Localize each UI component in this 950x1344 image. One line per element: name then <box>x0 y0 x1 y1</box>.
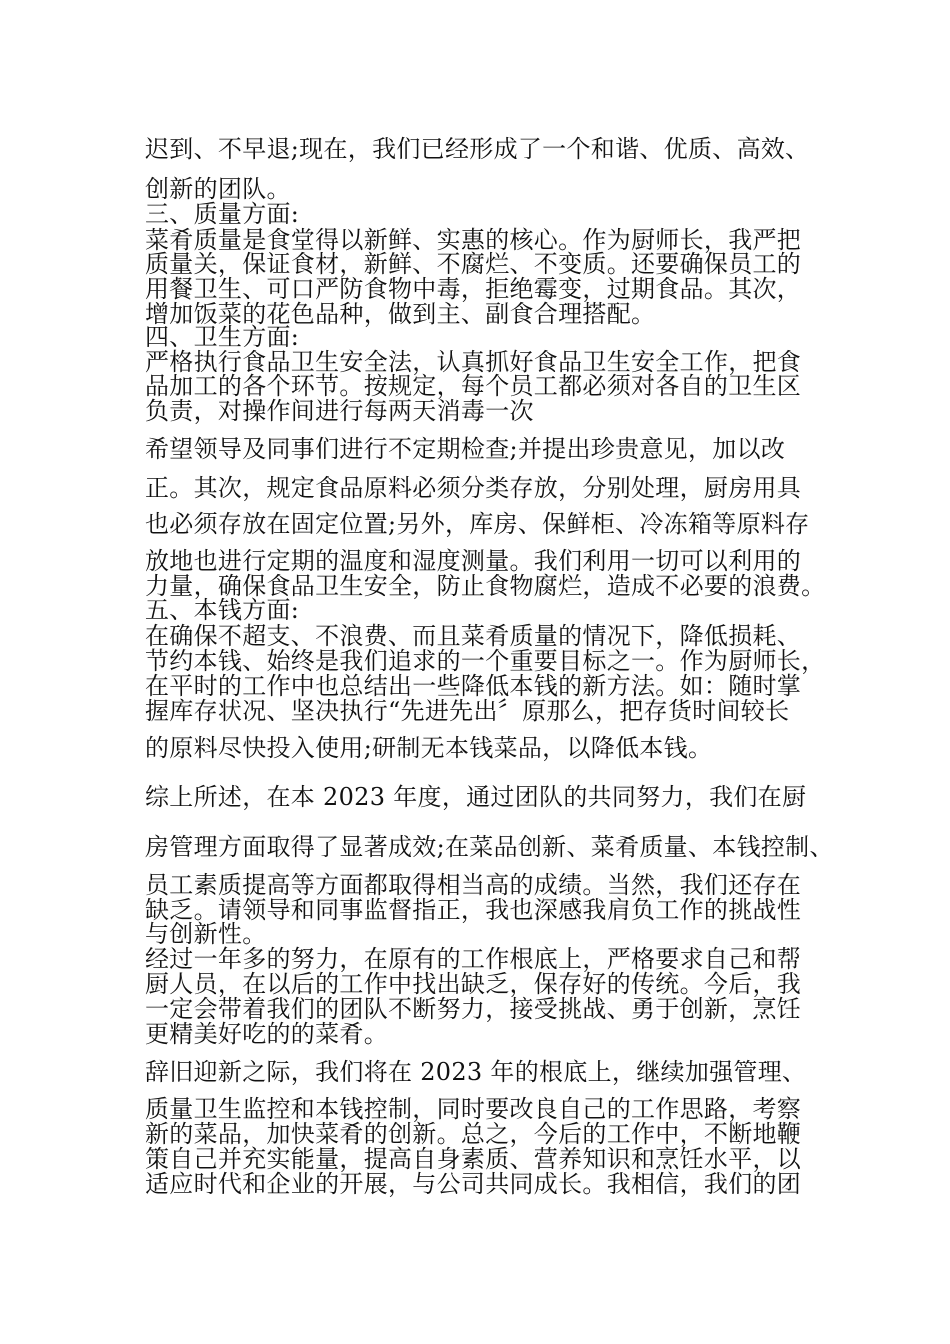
text-line: 负责，对操作间进行每两天消毒一次 <box>145 397 534 425</box>
text-line: 希望领导及同事们进行不定期检查;并提出珍贵意见，加以改 <box>145 435 786 463</box>
section-heading-hygiene: 四、卫生方面: <box>145 323 300 351</box>
text-line: 经过一年多的努力，在原有的工作根底上，严格要求自己和帮 <box>145 945 802 973</box>
text-line: 迟到、不早退;现在，我们已经形成了一个和谐、优质、高效、 <box>145 135 810 163</box>
text-line: 在确保不超支、不浪费、而且菜肴质量的情况下，降低损耗、 <box>145 622 802 650</box>
text-line: 新的菜品，加快菜肴的创新。总之，今后的工作中，不断地鞭 <box>145 1120 802 1148</box>
text-line: 适应时代和企业的开展，与公司共同成长。我相信，我们的团 <box>145 1170 802 1198</box>
text-line: 员工素质提高等方面都取得相当高的成绩。当然，我们还存在 <box>145 871 802 899</box>
text-line: 放地也进行定期的温度和湿度测量。我们利用一切可以利用的 <box>145 547 802 575</box>
text-line: 力量，确保食品卫生安全，防止食物腐烂，造成不必要的浪费。 <box>145 572 826 600</box>
text-line: 增加饭菜的花色品种，做到主、副食合理搭配。 <box>145 300 656 328</box>
text-line: 质量关，保证食材，新鲜、不腐烂、不变质。还要确保员工的 <box>145 250 802 278</box>
text-line: 菜肴质量是食堂得以新鲜、实惠的核心。作为厨师长，我严把 <box>145 226 802 254</box>
text-line: 节约本钱、始终是我们追求的一个重要目标之一。作为厨师长， <box>145 647 826 675</box>
text-line: 在平时的工作中也总结出一些降低本钱的新方法。如：随时掌 <box>145 672 802 700</box>
text-line: 创新的团队。 <box>145 175 291 203</box>
text-line: 更精美好吃的的菜肴。 <box>145 1020 388 1048</box>
text-line: 质量卫生监控和本钱控制，同时要改良自己的工作思路，考察 <box>145 1095 802 1123</box>
text-line: 品加工的各个环节。按规定，每个员工都必须对各自的卫生区 <box>145 372 802 400</box>
text-line: 与创新性。 <box>145 920 267 948</box>
text-line: 用餐卫生、可口严防食物中毒，拒绝霉变，过期食品。其次， <box>145 275 802 303</box>
text-line: 缺乏。请领导和同事监督指正，我也深感我肩负工作的挑战性 <box>145 896 802 924</box>
text-line: 握库存状况、坚决执行“先进先出〞原那么，把存货时间较长 <box>145 697 790 725</box>
text-line: 也必须存放在固定位置;另外，库房、保鲜柜、冷冻箱等原料存 <box>145 510 810 538</box>
text-line: 综上所述，在本 2023 年度，通过团队的共同努力，我们在厨 <box>145 783 807 811</box>
text-line: 的原料尽快投入使用;研制无本钱菜品，以降低本钱。 <box>145 734 713 762</box>
text-line: 策自己并充实能量，提高自身素质、营养知识和烹饪水平，以 <box>145 1145 802 1173</box>
section-heading-cost: 五、本钱方面: <box>145 596 300 624</box>
text-line: 严格执行食品卫生安全法，认真抓好食品卫生安全工作，把食 <box>145 348 802 376</box>
text-line: 一定会带着我们的团队不断努力，接受挑战、勇于创新，烹饪 <box>145 995 802 1023</box>
text-line: 房管理方面取得了显著成效;在菜品创新、菜肴质量、本钱控制、 <box>145 833 834 861</box>
text-line: 辞旧迎新之际，我们将在 2023 年的根底上，继续加强管理、 <box>145 1058 807 1086</box>
text-line: 正。其次，规定食品原料必须分类存放，分别处理，厨房用具 <box>145 474 802 502</box>
section-heading-quality: 三、质量方面: <box>145 200 300 228</box>
text-line: 厨人员，在以后的工作中找出缺乏，保存好的传统。今后，我 <box>145 970 802 998</box>
